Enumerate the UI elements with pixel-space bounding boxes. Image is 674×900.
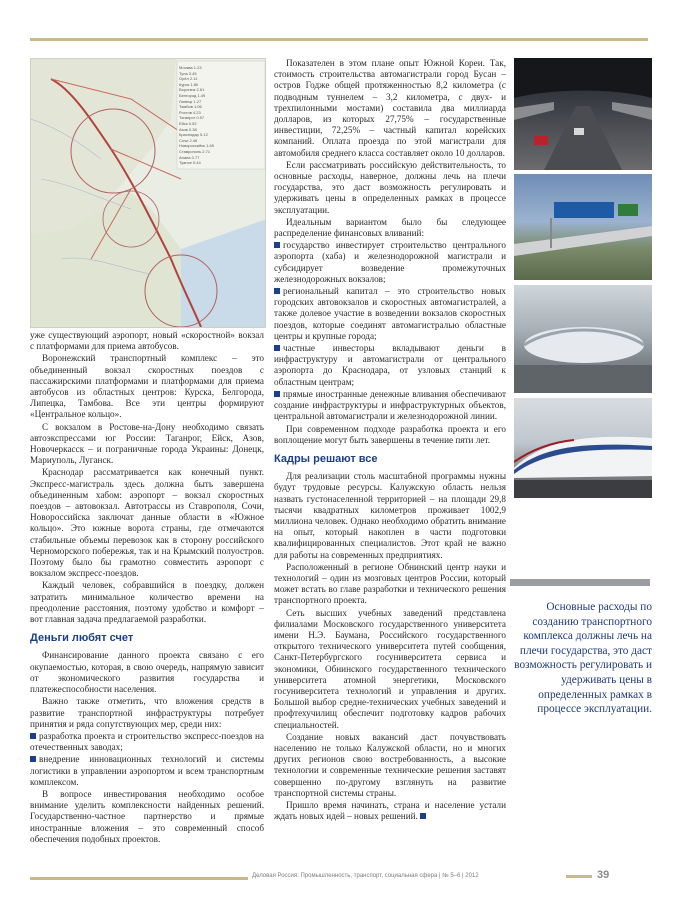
map-legend-row: Ростов 4.23 bbox=[179, 109, 201, 115]
paragraph bbox=[274, 800, 506, 822]
paragraph: Создание новых вакансий даст почувствовать населению не только Калужской области, но и многих других регионов свою востребованность, а высокие технологии и современные технические решения заставят совершенно по-другому взглянуть на развитие транспортной системы страны. bbox=[274, 731, 506, 798]
bullet-text: внедрение инновационных технологий и системы логистики в управлении аэропортом и всем транспортным комплексом. bbox=[30, 754, 264, 787]
end-of-article-square-icon bbox=[420, 813, 426, 819]
article-column-left bbox=[30, 330, 264, 846]
airport-photo-graphic bbox=[514, 285, 652, 393]
map-legend-row: Ейск 0.52 bbox=[179, 120, 197, 126]
paragraph: Важно также отметить, что вложения средств в развитие транспортной инфраструктуры потребует принятия и ряда сопутствующих мер, среди них: bbox=[30, 696, 264, 729]
bullet-text: государство инвестирует строительство центрального аэропорта (хаба) и железнодорожной магистрали и субсидирует возведение промежуточных железнодорожных вокзалов; bbox=[274, 240, 506, 284]
tunnel-photo-graphic bbox=[514, 58, 652, 170]
map-legend-row: Липецк 1.27 bbox=[179, 98, 202, 104]
bullet-text: региональный капитал – это строительство новых городских автовокзалов и скоростных автомагистралей, а также долевое участие в возведении вокзалов скоростных поездов, которые соединят автомагистралью областные центры и крупные города; bbox=[274, 286, 506, 341]
bullet-text: прямые иностранные денежные вливания обеспечивают создание инфраструктуры и инфраструктурных объектов, центральной автомагистрали и железнодорожной линии. bbox=[274, 388, 506, 422]
highway-photo-graphic bbox=[514, 174, 652, 280]
map-legend-row: Тула 3.45 bbox=[179, 70, 197, 76]
bullet-item bbox=[274, 389, 506, 423]
route-map-figure bbox=[30, 58, 266, 328]
paragraph: Если рассматривать российскую действительность, то основные расходы, наверное, должны лечь на плечи государства, это даст возможность регулировать и удерживать цены в определенных рамках в процессе эксплуатации. bbox=[274, 159, 506, 215]
map-legend-row: Туапсе 0.44 bbox=[179, 160, 201, 166]
section-heading: Деньги любят счет bbox=[30, 632, 134, 645]
paragraph: При современном подходе разработка проекта и его воплощение могут быть завершены в течение пяти лет. bbox=[274, 423, 506, 445]
paragraph: Для реализации столь масштабной программы нужны будут трудовые ресурсы. Калужскую область нельзя назвать густонаселенной территорией – на площади 29,8 тысячи квадратных километров проживает 1002,9 миллиона человек. Однако необходимо обратить внимание на опыт, который накоплен в части подготовки квалифицированных специалистов. Этот край не важно для работы на современных предприятиях. bbox=[274, 471, 506, 560]
paragraph: уже существующий аэропорт, новый «скоростной» вокзал с платформами для приема автобусов. bbox=[30, 330, 264, 352]
paragraph: Сеть высших учебных заведений представлена филиалами Московского государственного университета имени Н.Э. Баумана, Российского государственного открытого технического университета путей сообщения, Санкт-Петербургского госуниверситета сервиса и экономики, Обнинского государственного технического университета атомной энергетики, Московского госуниверситета технологий и управления и других. Большой выбор средне-технических учебных заведений и профтехучилищ обеспечит подготовку кадров рабочих специальностей. bbox=[274, 607, 506, 730]
paragraph: Показателен в этом плане опыт Южной Кореи. Так, стоимость строительства автомагистрали город Бусан – остров Годже общей протяженностью 8,2 километра (с подводным туннелем – 3,2 километра, с двух- и трехпилонными мостами) составила два миллиарда долларов, из которых 27,75% – государственные инвестиции, 72,25% – частный капитал корейских компаний. Оплата проезда по этой магистрали для автомобиля среднего класса составляет около 10 долларов. bbox=[274, 58, 506, 158]
map-legend-row: Воронеж 2.61 bbox=[179, 87, 205, 93]
bullet-item bbox=[30, 754, 264, 788]
paragraph: Воронежский транспортный комплекс – это объединенный вокзал скоростных поездов с пассажирскими платформами и платформами для приема автобусов из областных центров: Курска, Белгорода, Липецка, Тамбова. Все эти центры формируют «Центральное кольцо». bbox=[30, 353, 264, 420]
map-legend-row: Белгород 1.49 bbox=[179, 92, 206, 98]
map-legend-row: Азов 0.38 bbox=[179, 126, 197, 132]
map-legend-row: Новороссийск 1.65 bbox=[179, 143, 214, 149]
map-legend-row: Курск 1.80 bbox=[179, 81, 199, 87]
bullet-text: частные инвесторы вкладывают деньги в инфраструктуру и автомагистрали от центрального аэропорта до Краснодара, от узловых станций к областным центрам; bbox=[274, 343, 506, 387]
map-legend-row: Сочи 2.46 bbox=[179, 137, 198, 143]
article-column-middle bbox=[274, 58, 506, 823]
map-legend-row: Тамбов 1.06 bbox=[179, 104, 202, 110]
bullet-item bbox=[274, 343, 506, 388]
map-legend-row: Таганрог 0.97 bbox=[179, 115, 205, 121]
map-legend-row: Краснодар 5.12 bbox=[179, 132, 208, 138]
bullet-square-icon bbox=[274, 288, 280, 294]
paragraph: Финансирование данного проекта связано с его окупаемостью, которая, в свою очередь, напрямую зависит от экономического развития государства и платежеспособности населения. bbox=[30, 650, 264, 695]
bullet-square-icon bbox=[274, 345, 280, 351]
footer-accent-bar bbox=[566, 875, 592, 878]
paragraph: Расположенный в регионе Обнинский центр науки и технологий – один из мозговых центров России, который может встать во главе разработки и технического решения транспортного проекта. bbox=[274, 561, 506, 606]
map-legend-row: Анапа 0.77 bbox=[179, 154, 200, 160]
page-number: 39 bbox=[597, 869, 610, 881]
paragraph: Идеальным вариантом было бы следующее распределение финансовых вливаний: bbox=[274, 216, 506, 239]
bullet-square-icon bbox=[274, 391, 280, 397]
map-legend-row: Москва 1.23 bbox=[179, 65, 202, 70]
bullet-item bbox=[274, 240, 506, 285]
top-decorative-rule bbox=[30, 38, 648, 41]
paragraph: Каждый человек, собравшийся в поездку, должен затратить минимальное количество времени на преодоление расстояния, поэтому удобство и комфорт – вот главная задача предлагаемой разработки. bbox=[30, 580, 264, 625]
train-photo-graphic bbox=[514, 398, 652, 498]
bullet-text: разработка проекта и строительство экспресс-поездов на отечественных заводах; bbox=[30, 730, 264, 753]
map-legend bbox=[179, 65, 263, 166]
section-heading: Кадры решают все bbox=[274, 452, 378, 465]
highway-photo bbox=[514, 174, 652, 280]
map-legend-row: Ставрополь 2.71 bbox=[179, 148, 211, 154]
paragraph: Краснодар рассматривается как конечный пункт. Экспресс-магистраль здесь должна быть завершена объединенным хабом: аэропорт – вокзал скоростных поездов – автовокзал. Автотрассы из Ставрополя, Сочи, Новороссийска заключат данные области в «Южное кольцо». Это южные ворота страны, где отмечаются стабильные объемы перевозок как в сторону российского Черноморского побережья, так и на Крымский полуостров. Поэтому было бы грамотно совместить аэропорт с вокзалом экспресс-поездов. bbox=[30, 467, 264, 579]
pull-quote: Основные расходы по созданию транспортного комплекса должны лечь на плечи государства, это даст возможность регулировать и удерживать цены в определенных рамках в процессе эксплуатации. bbox=[514, 601, 652, 716]
footer-decorative-rule bbox=[30, 877, 248, 880]
bullet-item bbox=[274, 286, 506, 342]
pull-quote-top-bar bbox=[510, 579, 650, 586]
paragraph: С вокзалом в Ростове-на-Дону необходимо связать автоэкспрессами юг России: Таганрог, Ейск, Азов, Новочеркасск – и пограничные города Украины: Донецк, Мариуполь, Луганск. bbox=[30, 421, 264, 466]
footer-publication-info: Деловая Россия: Промышленность, транспорт, социальная сфера | № 5–6 | 2012 bbox=[252, 873, 479, 879]
bullet-square-icon bbox=[30, 756, 36, 762]
map-legend-row: Орёл 2.11 bbox=[179, 76, 198, 82]
paragraph-text: Пришло время начинать, страна и население устали ждать новых идей – новых решений. bbox=[274, 800, 506, 822]
tunnel-photo bbox=[514, 58, 652, 170]
high-speed-train-photo bbox=[514, 398, 652, 498]
bullet-square-icon bbox=[274, 242, 280, 248]
paragraph: В вопросе инвестирования необходимо особое внимание уделить комплексности найденных решений. Государственно-частное партнерство и прямые иностранные вложения – это современный способ обеспечения подобных проектов. bbox=[30, 788, 264, 844]
bullet-item bbox=[30, 731, 264, 753]
bullet-square-icon bbox=[30, 733, 36, 739]
airport-photo bbox=[514, 285, 652, 393]
